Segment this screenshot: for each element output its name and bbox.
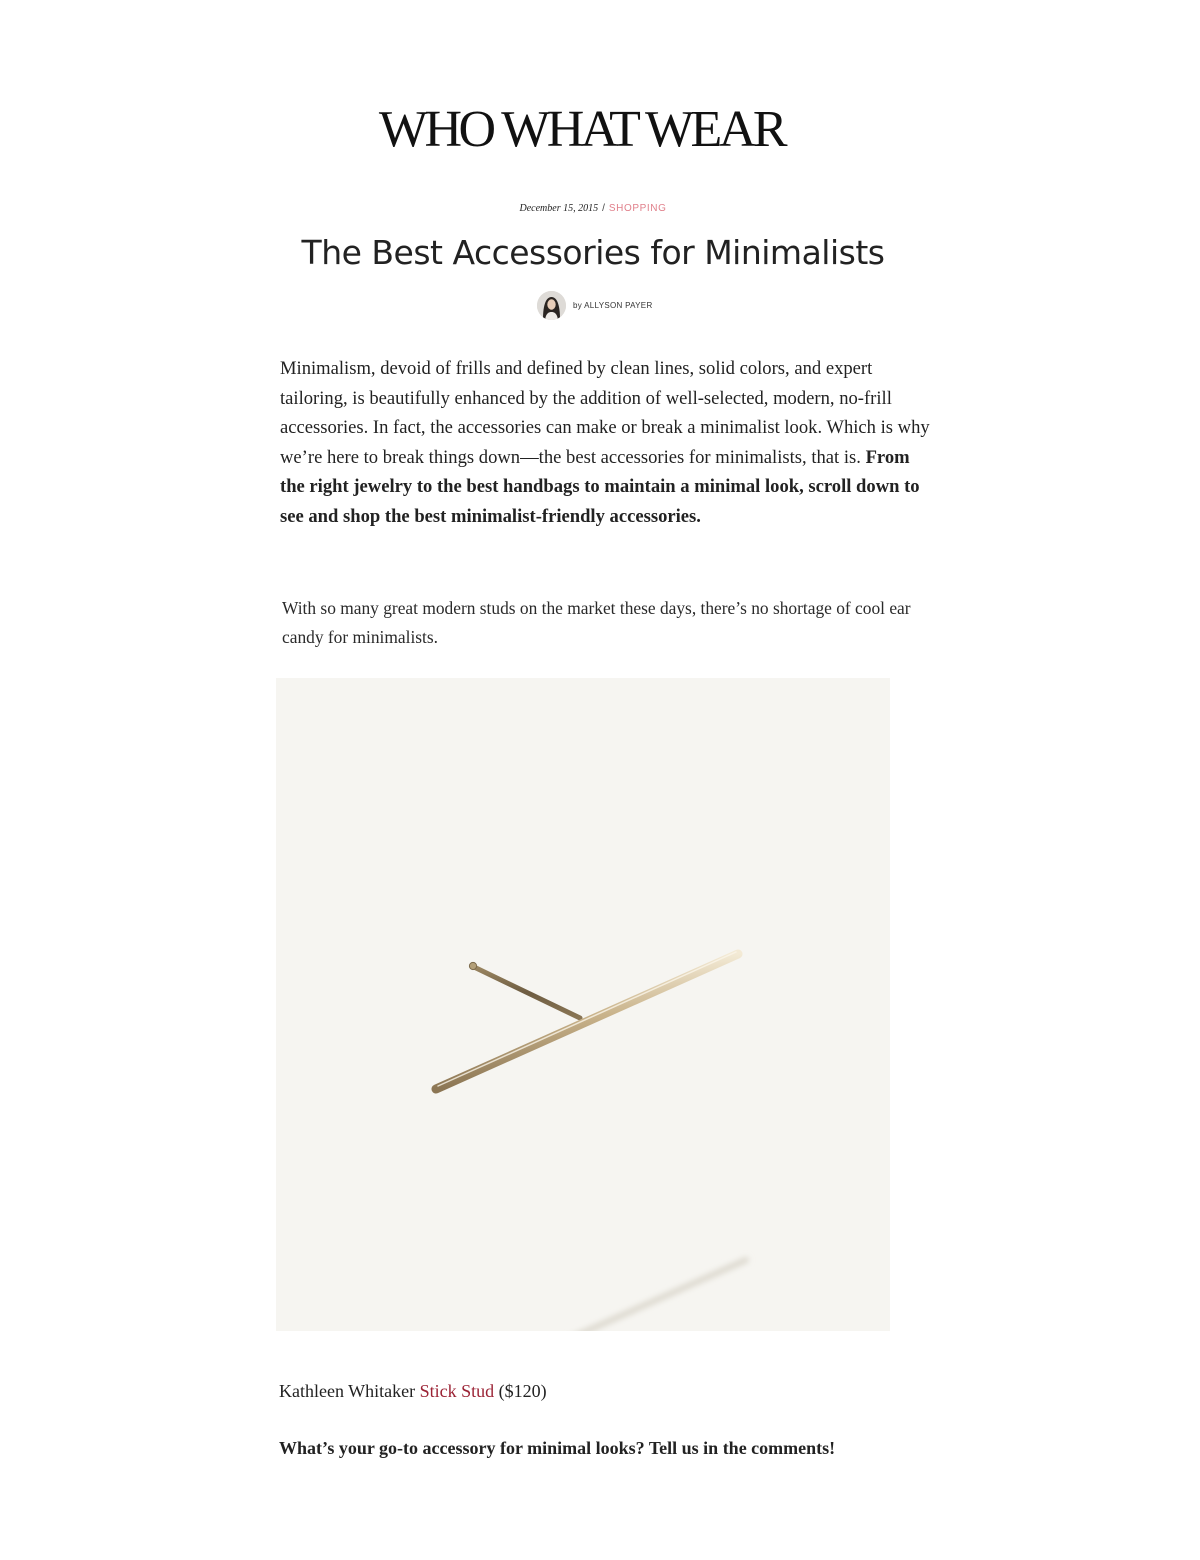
product-image[interactable] [276,678,890,1331]
product-brand: Kathleen Whitaker [279,1381,416,1401]
category-link[interactable]: SHOPPING [608,203,667,214]
closing-question: What’s your go-to accessory for minimal looks? Tell us in the comments! [279,1438,836,1458]
article-title: The Best Accessories for Minimalists [301,233,885,272]
author-link[interactable]: ALLYSON PAYER [584,300,653,310]
site-logo[interactable]: WHO WHAT WEAR [378,101,785,158]
author-avatar-icon[interactable] [537,291,566,320]
studs-paragraph: With so many great modern studs on the market these days, there’s no shortage of cool ear candy for minimalists. [282,598,911,647]
article-meta [0,202,1186,216]
intro-bold-text: From the right jewelry to the best handbags to maintain a minimal look, scroll down to see and shop the best minimalist-friendly accessories. [280,446,920,527]
byline-text [573,301,653,310]
product-caption [279,1376,547,1406]
byline-prefix: by [573,300,583,310]
intro-text: Minimalism, devoid of frills and defined by clean lines, solid colors, and expert tailoring, is beautifully enhanced by the addition of well-selected, modern, no-frill accessories. In fact, the accessories can make or break a minimalist look. Which is why we’re here to break things down—the best accessories for minimalists, that is. [280,358,930,468]
article-body [280,354,930,532]
intro-paragraph [280,354,930,532]
product-price: ($120) [498,1381,547,1401]
product-link[interactable]: Stick Stud [419,1381,495,1401]
publish-date: December 15, 2015 [519,203,599,214]
meta-separator: / [602,203,605,214]
byline [537,290,653,320]
